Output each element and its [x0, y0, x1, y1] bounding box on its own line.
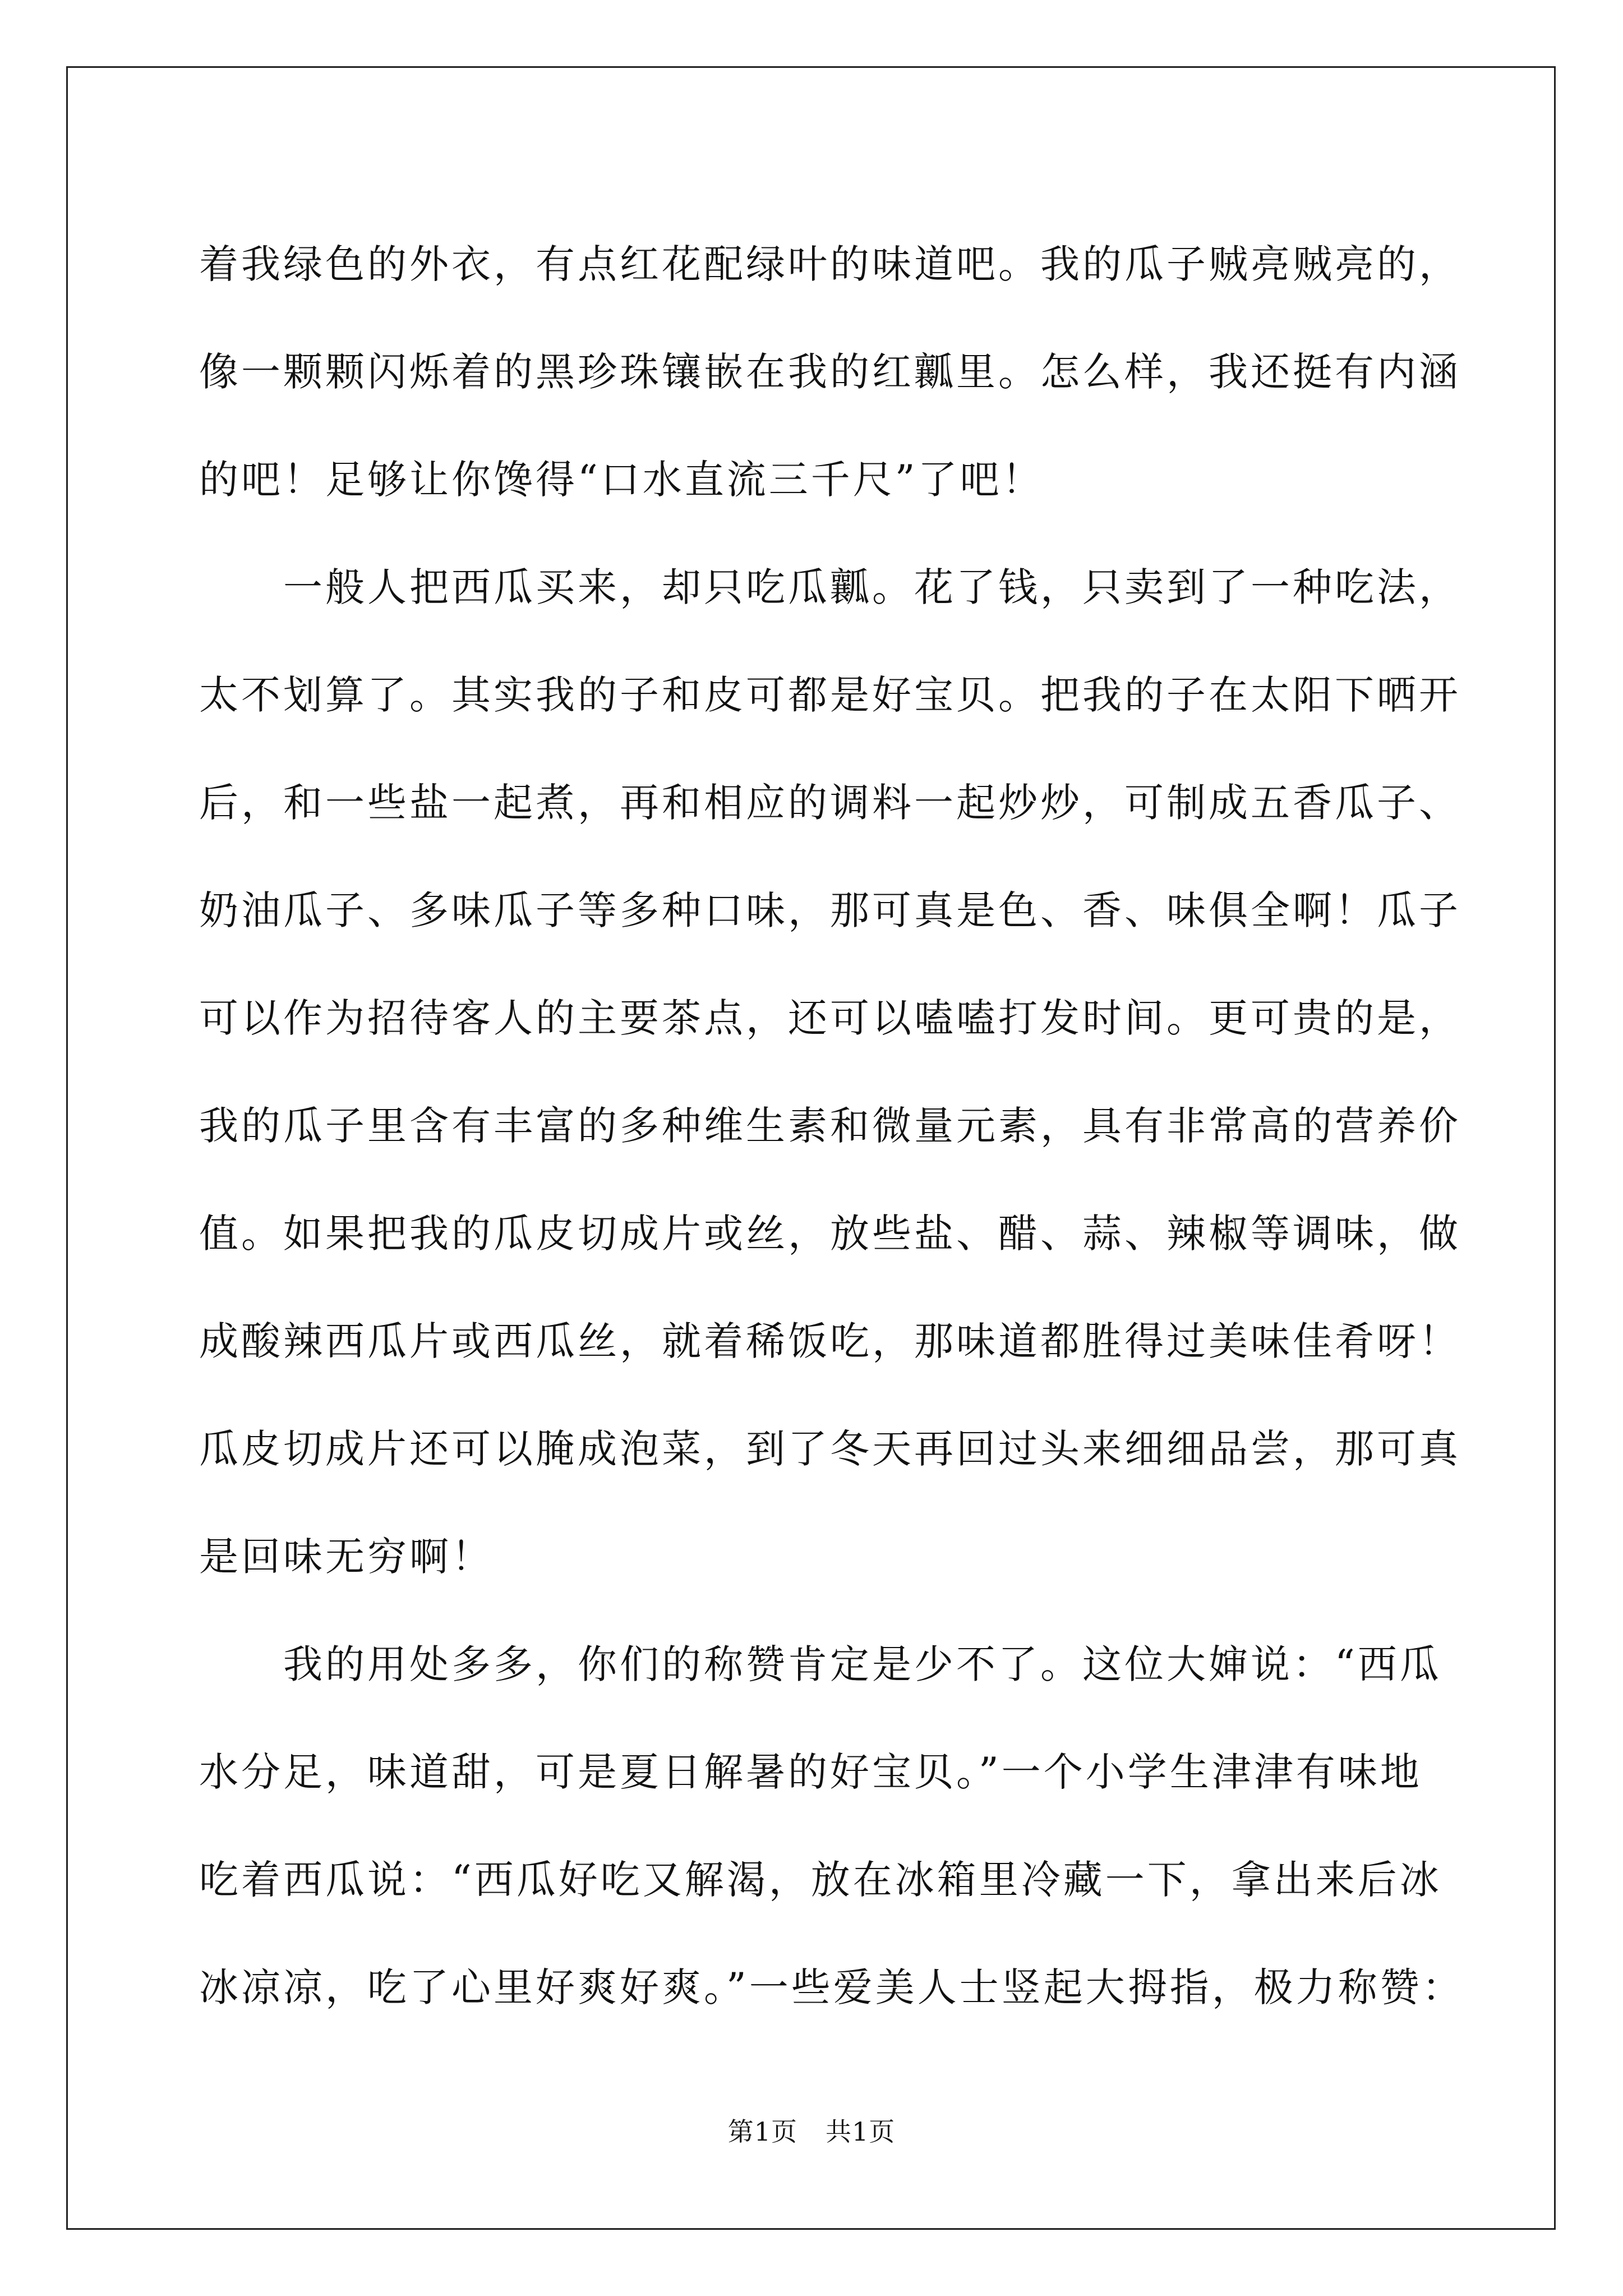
text-line: 像一颗颗闪烁着的黑珍珠镶嵌在我的红瓤里。怎么样，我还挺有内涵	[199, 349, 1461, 395]
text-line: 是回味无穷啊！	[199, 1534, 494, 1580]
paragraph-first-line: 一般人把西瓜买来，却只吃瓜瓤。花了钱，只卖到了一种吃法，	[283, 564, 1461, 610]
page-footer	[0, 2115, 1623, 2148]
text-line: 我的瓜子里含有丰富的多种维生素和微量元素，具有非常高的营养价	[199, 1103, 1461, 1149]
text-line: 吃着西瓜说：“西瓜好吃又解渴，放在冰箱里冷藏一下，拿出来后冰	[199, 1857, 1442, 1903]
page-number-total: 共1页	[826, 2116, 896, 2147]
page-number-current: 第1页	[727, 2116, 797, 2147]
text-line: 太不划算了。其实我的子和皮可都是好宝贝。把我的子在太阳下晒开	[199, 672, 1461, 718]
paragraph-first-line: 我的用处多多，你们的称赞肯定是少不了。这位大婶说：“西瓜	[283, 1641, 1442, 1687]
text-line: 着我绿色的外衣，有点红花配绿叶的味道吧。我的瓜子贼亮贼亮的，	[199, 241, 1461, 287]
document-body	[199, 210, 1464, 2041]
text-line: 冰凉凉，吃了心里好爽好爽。”一些爱美人士竖起大拇指，极力称赞：	[199, 1964, 1464, 2010]
text-line: 瓜皮切成片还可以腌成泡菜，到了冬天再回过头来细细品尝，那可真	[199, 1426, 1461, 1472]
text-line: 水分足，味道甜，可是夏日解暑的好宝贝。”一个小学生津津有味地	[199, 1749, 1422, 1795]
text-line: 成酸辣西瓜片或西瓜丝，就着稀饭吃，那味道都胜得过美味佳肴呀！	[199, 1318, 1461, 1364]
text-line: 的吧！足够让你馋得“口水直流三千尺”了吧！	[199, 457, 1044, 503]
text-line: 可以作为招待客人的主要茶点，还可以嗑嗑打发时间。更可贵的是，	[199, 995, 1461, 1041]
text-line: 值。如果把我的瓜皮切成片或丝，放些盐、醋、蒜、辣椒等调味，做	[199, 1211, 1461, 1257]
text-line: 奶油瓜子、多味瓜子等多种口味，那可真是色、香、味俱全啊！瓜子	[199, 887, 1461, 933]
text-line: 后，和一些盐一起煮，再和相应的调料一起炒炒，可制成五香瓜子、	[199, 780, 1461, 826]
